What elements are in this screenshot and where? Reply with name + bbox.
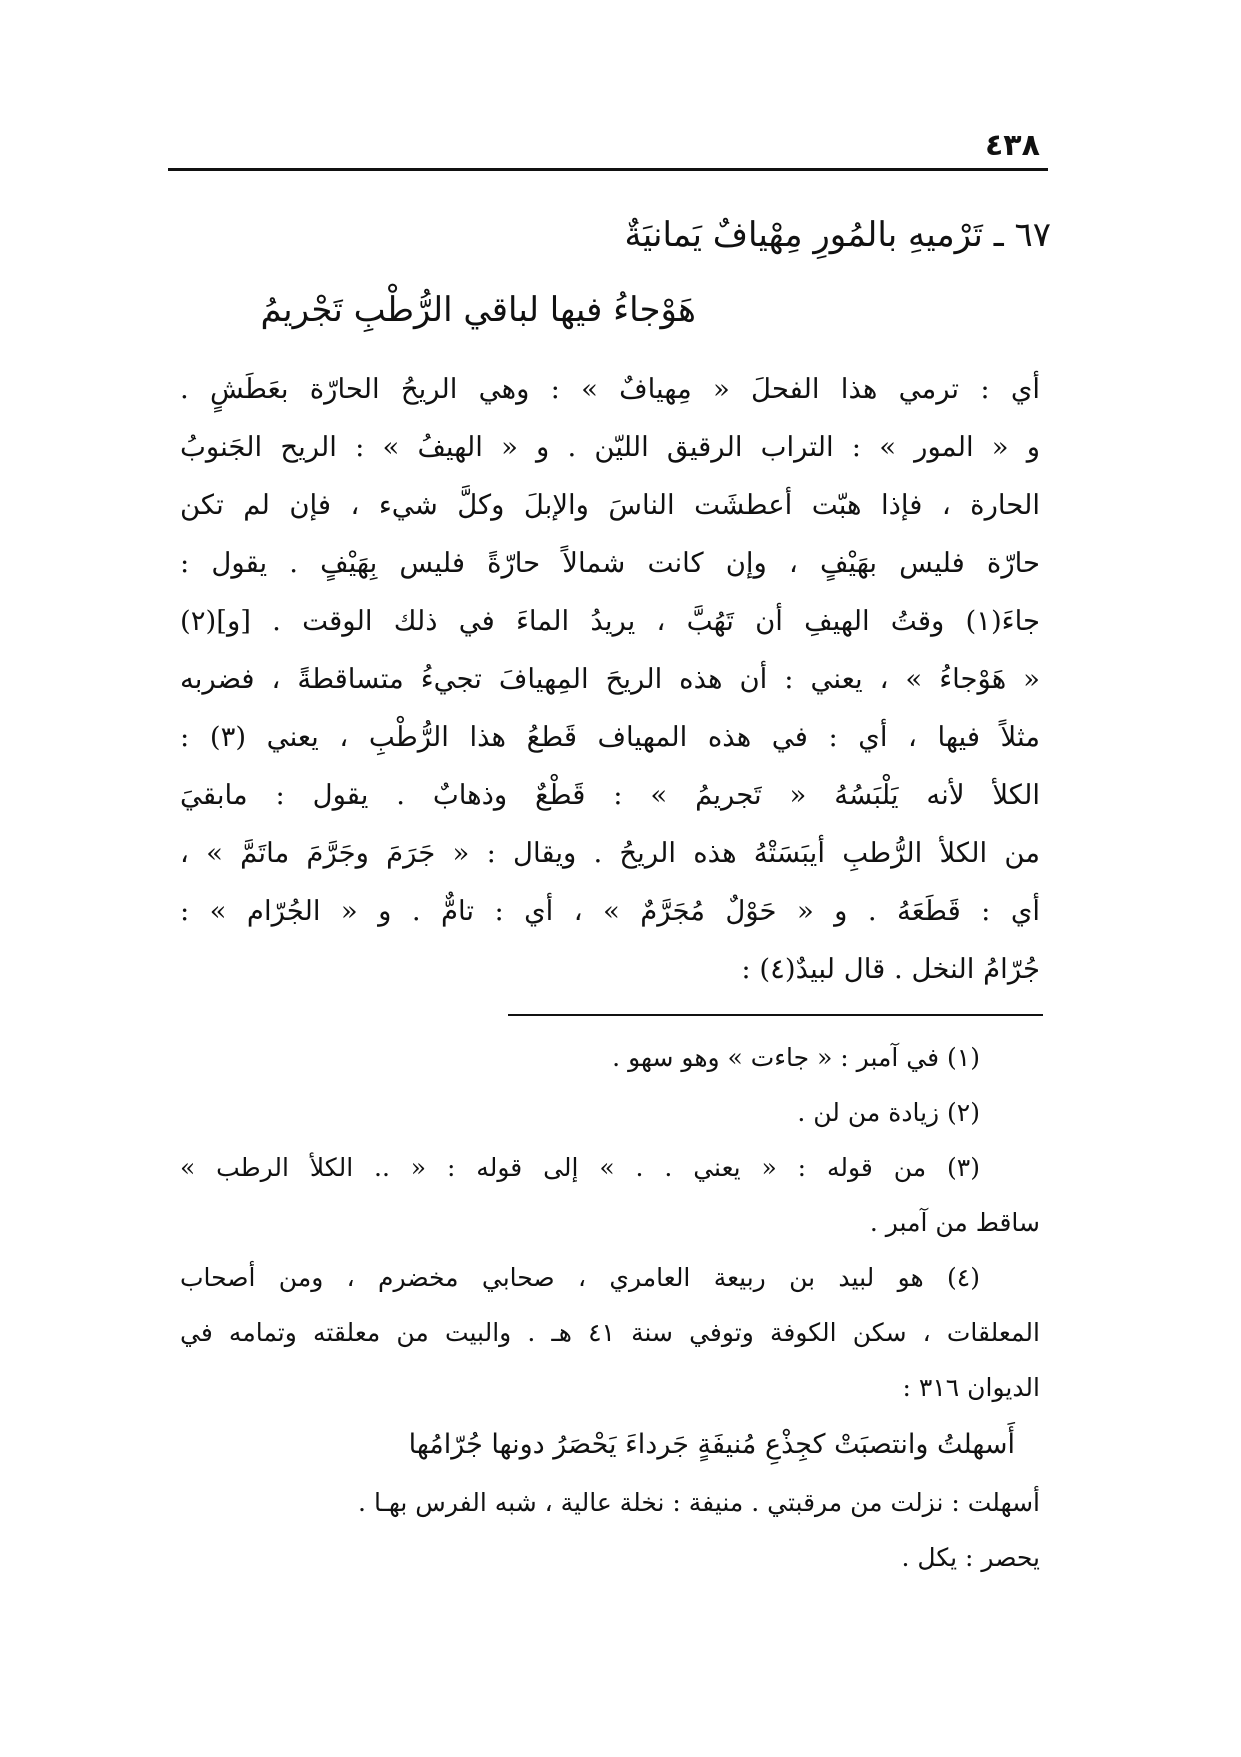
footnote-3-continued: ساقط من آمبر . xyxy=(869,1208,1040,1237)
commentary-line: « هَوْجاءُ » ، يعني : أن هذه الريحَ المِهيافَ تجيءُ متساقطةً ، فضربه xyxy=(180,663,1040,695)
footnote-verse: أَسهلتُ وانتصبَتْ كجِذْعِ مُنيفَةٍ جَرداءَ يَحْصَرُ دونها جُرّامُها xyxy=(408,1429,1015,1460)
footnote-2: (٢) زيادة من لن . xyxy=(797,1098,980,1127)
footnote-gloss: يحصر : يكل . xyxy=(901,1543,1040,1572)
footnote-3: (٣) من قوله : « يعني . . » إلى قوله : « .. الكلأ الرطب » xyxy=(180,1153,980,1182)
commentary-line: حارّة فليس بهَيْفٍ ، وإن كانت شمالاً حارّةً فليس بِهَيْفٍ . يقول : xyxy=(180,547,1040,579)
commentary-line: من الكلأ الرُّطبِ أيبَسَتْهُ هذه الريحُ . ويقال : « جَرَمَ وجَرَّمَ ماتَمَّ » ، xyxy=(180,837,1040,869)
footnote-4-continued: الديوان ٣١٦ : xyxy=(902,1373,1040,1402)
footnote-rule xyxy=(508,1014,1043,1016)
footnote-4-continued: المعلقات ، سكن الكوفة وتوفي سنة ٤١ هـ . والبيت من معلقته وتمامه في xyxy=(180,1318,1040,1347)
commentary-line: جُرّامُ النخل . قال لبيدٌ(٤) : xyxy=(741,953,1040,985)
commentary-line: جاءَ(١) وقتُ الهيفِ أن تَهُبَّ ، يريدُ الماءَ في ذلك الوقت . [و](٢) xyxy=(180,605,1040,637)
footnote-1: (١) في آمبر : « جاءت » وهو سهو . xyxy=(612,1043,980,1072)
footnote-4: (٤) هو لبيد بن ربيعة العامري ، صحابي مخضرم ، ومن أصحاب xyxy=(180,1263,980,1292)
footnotes xyxy=(180,1030,1040,1585)
verse-line-1: ٦٧ ـ تَرْميهِ بالمُورِ مِهْيافٌ يَمانيَةٌ xyxy=(624,215,1051,255)
header-rule xyxy=(168,168,1048,171)
commentary-line: أي : ترمي هذا الفحلَ « مِهيافٌ » : وهي الريحُ الحارّة بعَطَشٍ . xyxy=(180,373,1040,405)
footnote-gloss: أسهلت : نزلت من مرقبتي . منيفة : نخلة عالية ، شبه الفرس بهـا . xyxy=(358,1488,1040,1517)
commentary-line: الحارة ، فإذا هبّت أعطشَت الناسَ والإبلَ وكلَّ شيء ، فإن لم تكن xyxy=(180,489,1040,521)
commentary-line: و « المور » : التراب الرقيق الليّن . و « الهيفُ » : الريح الجَنوبُ xyxy=(180,431,1040,463)
commentary-line: أي : قَطَعَهُ . و « حَوْلٌ مُجَرَّمٌ » ، أي : تامٌّ . و « الجُرّام » : xyxy=(180,895,1040,927)
verse-line-2: هَوْجاءُ فيها لباقي الرُّطْبِ تَجْريمُ xyxy=(260,290,696,330)
commentary-line: الكلأ لأنه يَلْبَسُهُ « تَجريمُ » : قَطْعٌ وذهابٌ . يقول : مابقيَ xyxy=(180,779,1040,811)
page-number: ٤٣٨ xyxy=(985,128,1040,163)
commentary-line: مثلاً فيها ، أي : في هذه المهياف قَطعُ هذا الرُّطْبِ ، يعني (٣) : xyxy=(180,721,1040,753)
commentary xyxy=(180,360,1040,998)
